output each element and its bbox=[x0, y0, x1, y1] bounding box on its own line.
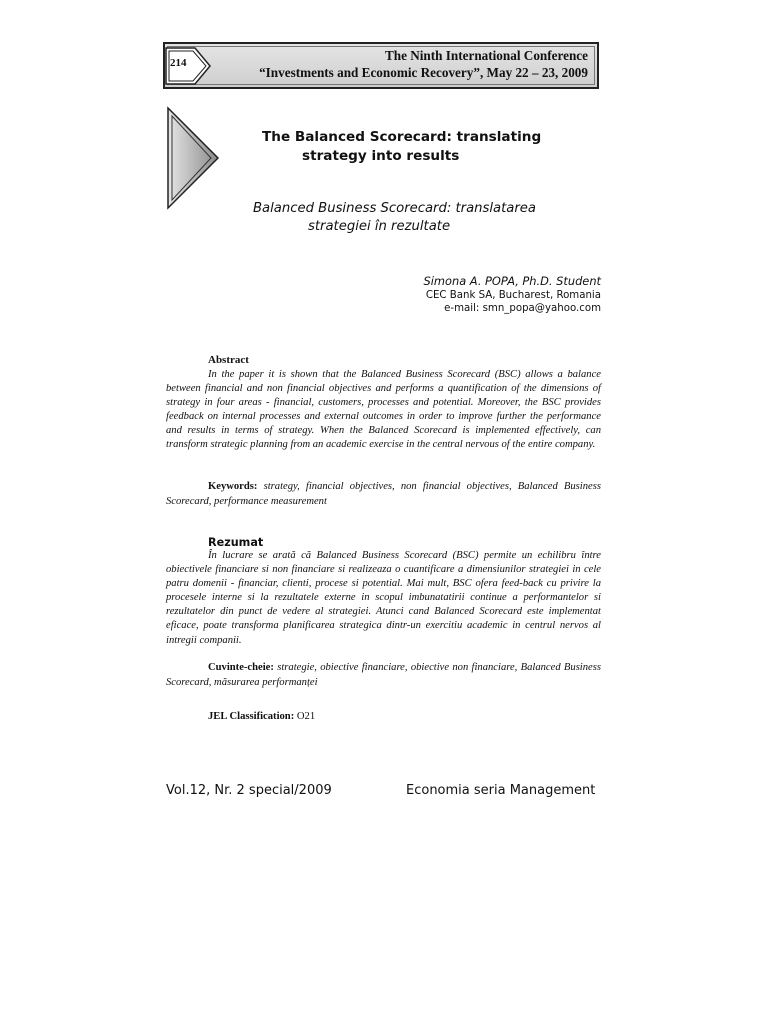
jel-label: JEL Classification: bbox=[208, 711, 295, 722]
cuvinte-cheie-label: Cuvinte-cheie: bbox=[208, 662, 274, 673]
paper-title-line1: The Balanced Scorecard: translating bbox=[262, 129, 542, 145]
footer-journal: Economia seria Management bbox=[406, 783, 596, 798]
page-number: 214 bbox=[170, 57, 187, 69]
cuvinte-cheie-paragraph bbox=[166, 661, 601, 690]
jel-classification bbox=[208, 711, 315, 722]
abstract-heading: Abstract bbox=[208, 354, 249, 366]
keywords-label: Keywords: bbox=[208, 481, 258, 492]
conference-subtitle: “Investments and Economic Recovery”, May 22 – 23, 2009 bbox=[259, 65, 588, 80]
keywords-paragraph bbox=[166, 480, 601, 509]
abstract-body: In the paper it is shown that the Balanced Business Scorecard (BSC) allows a balance between financial and non financial objectives and performs a quantification of the dimensions of strategy in four areas - financial, customers, processes and potential. Moreover, the BSC provides feedback on internal processes and external outcomes in order to improve further the performance and results in terms of strategy. When the Balanced Scorecard is implemented effectively, can transform strategic planning from an academic exercise in the central nervous of the entire company. bbox=[166, 369, 601, 451]
rezumat-body: În lucrare se arată că Balanced Business Scorecard (BSC) permite un echilibru între obiectivele financiare si non financiare si realizeaza o cuantificare a dimensiunilor strategiei in cele patru domenii - financiar, clienti, procese si potential. Mai mult, BSC ofera feed-back cu privire la procesele interne si la rezultatele externe in scopul imbunatatirii continue a performantelor si rezultatelor din punct de vedere al strategiei. Atunci cand Balanced Scorecard este implementat eficace, poate transforma planificarea strategica dintr-un exercitiu academic in centrul nervos al intregii companii. bbox=[166, 550, 601, 646]
decorative-arrow-icon bbox=[166, 106, 220, 210]
cuvinte-cheie-text: strategie, obiective financiare, obiective non financiare, Balanced Business Scorecard, măsurarea performanței bbox=[166, 662, 601, 688]
keywords-text: strategy, financial objectives, non financial objectives, Balanced Business Scorecard, performance measurement bbox=[166, 481, 601, 507]
rezumat-heading: Rezumat bbox=[208, 536, 264, 549]
paper-subtitle-line2: strategiei în rezultate bbox=[308, 219, 451, 234]
conference-title: The Ninth International Conference bbox=[384, 48, 588, 63]
paper-subtitle-line1: Balanced Business Scorecard: translatarea bbox=[253, 201, 537, 216]
footer-volume: Vol.12, Nr. 2 special/2009 bbox=[166, 783, 332, 798]
jel-value: O21 bbox=[296, 711, 316, 722]
author-affiliation: CEC Bank SA, Bucharest, Romania bbox=[425, 290, 601, 301]
paper-title-line2: strategy into results bbox=[302, 148, 460, 164]
author-name: Simona A. POPA, Ph.D. Student bbox=[423, 274, 601, 288]
author-email: e-mail: smn_popa@yahoo.com bbox=[444, 303, 601, 314]
